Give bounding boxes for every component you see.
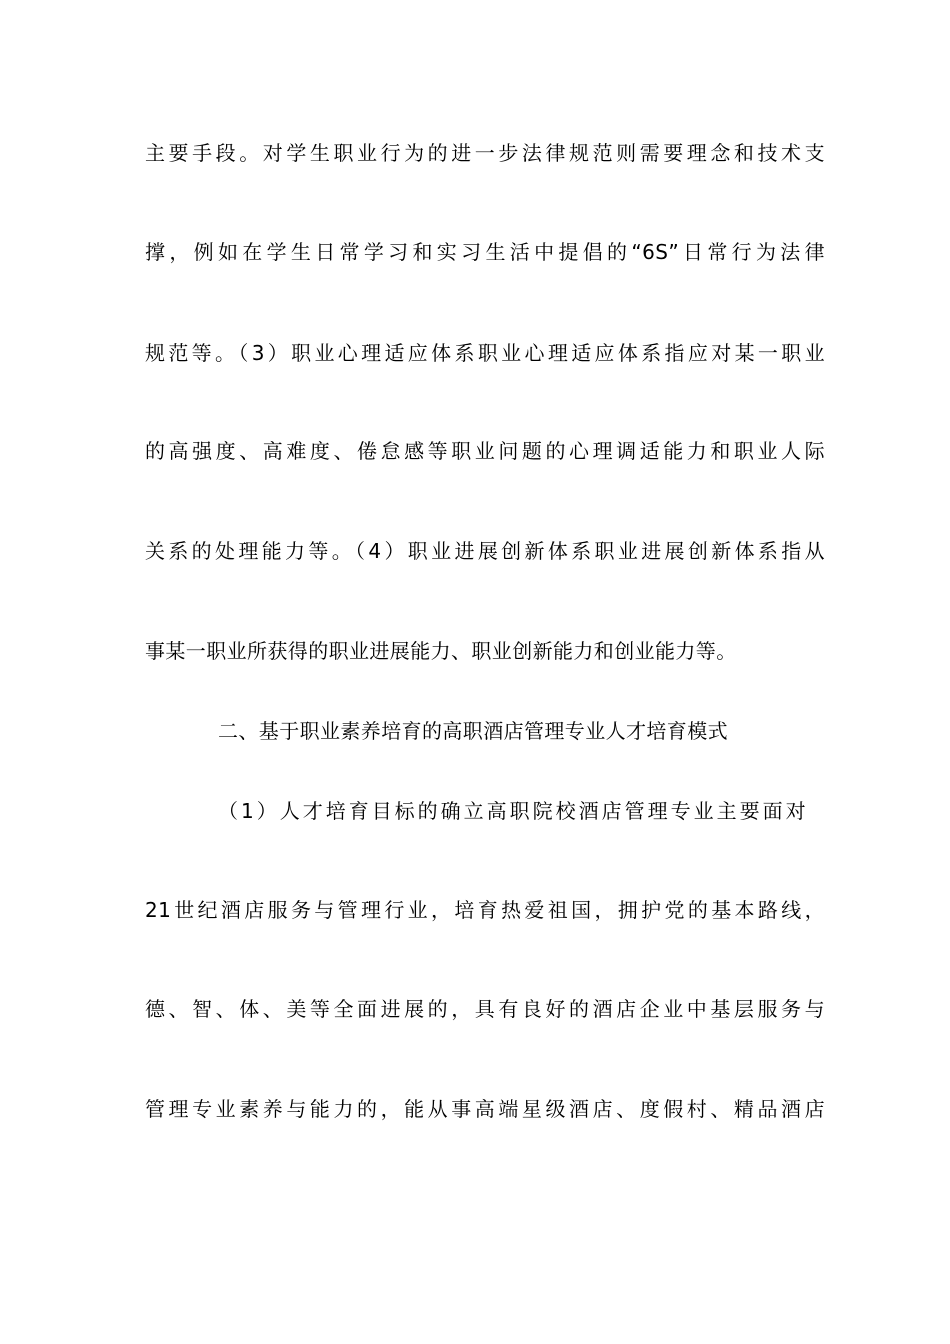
paragraph-line: 的高强度、高难度、倦怠感等职业问题的心理调适能力和职业人际 <box>145 439 825 463</box>
paragraph-line: 关系的处理能力等。（4）职业进展创新体系职业进展创新体系指从 <box>145 539 825 563</box>
paragraph-line: 主要手段。对学生职业行为的进一步法律规范则需要理念和技术支 <box>145 141 825 165</box>
paragraph-line: 德、智、体、美等全面进展的，具有良好的酒店企业中基层服务与 <box>145 997 825 1021</box>
paragraph-line: 管理专业素养与能力的，能从事高端星级酒店、度假村、精品酒店 <box>145 1097 825 1121</box>
paragraph-line: 撑，例如在学生日常学习和实习生活中提倡的“6S”日常行为法律 <box>145 240 825 264</box>
paragraph-line: 规范等。（3）职业心理适应体系职业心理适应体系指应对某一职业 <box>145 341 825 365</box>
paragraph-line: 21世纪酒店服务与管理行业，培育热爱祖国，拥护党的基本路线， <box>145 898 825 922</box>
paragraph-line: 事某一职业所获得的职业进展能力、职业创新能力和创业能力等。 <box>145 639 737 663</box>
paragraph-line: （1）人才培育目标的确立高职院校酒店管理专业主要面对 <box>218 799 806 823</box>
section-heading: 二、基于职业素养培育的高职酒店管理专业人才培育模式 <box>218 719 728 743</box>
